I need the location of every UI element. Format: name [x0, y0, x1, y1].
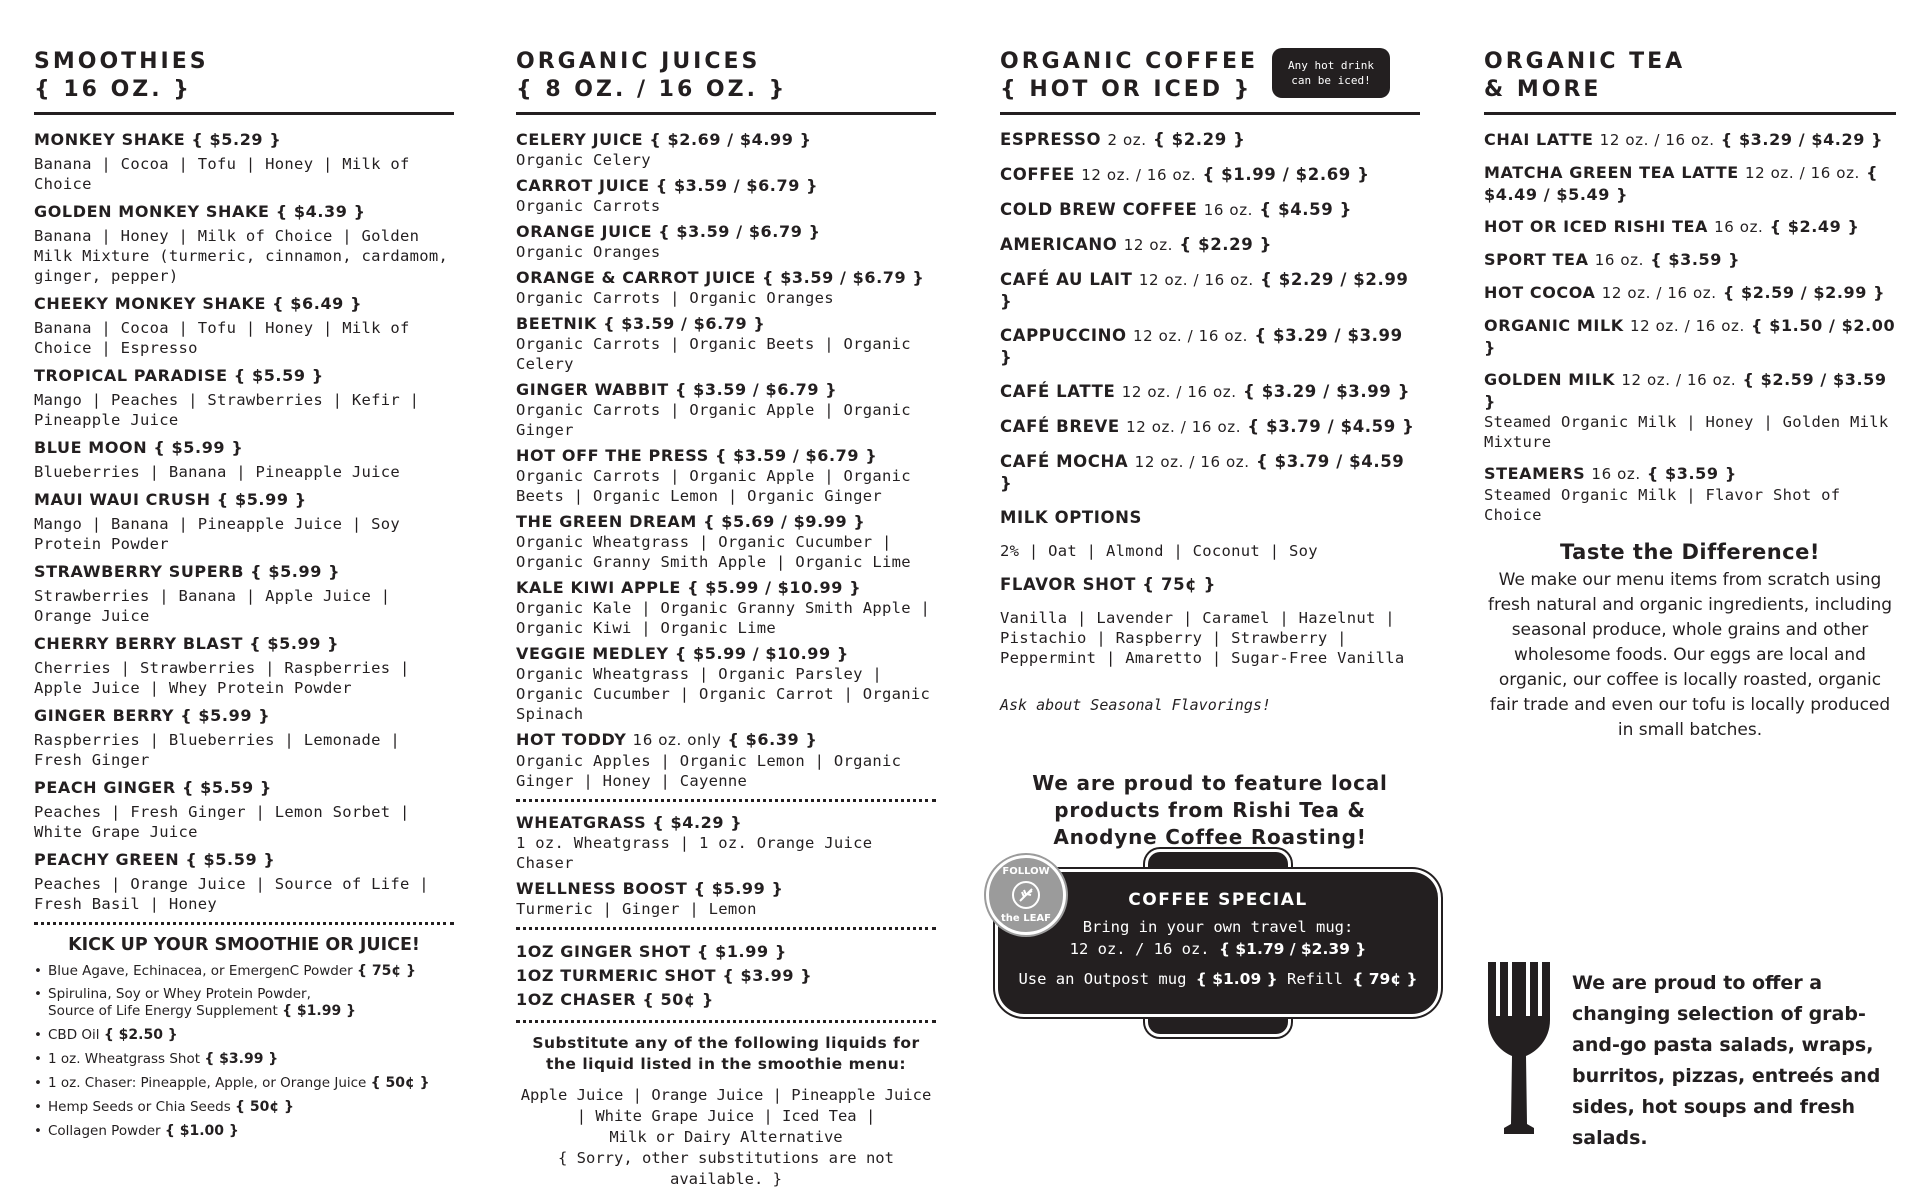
list-item	[516, 313, 936, 374]
smoothies-section	[34, 48, 454, 1143]
list-item: • Spirulina, Soy or Whey Protein Powder, Source of Life Energy Supplement { $1.99 }	[34, 983, 454, 1023]
list-item	[34, 365, 454, 430]
item-desc: Mango | Banana | Pineapple Juice | Soy Protein Powder	[34, 515, 401, 553]
list-item	[34, 293, 454, 358]
item-name: CAFÉ LATTE 12 oz. / 16 oz. { $3.29 / $3.99 }	[1000, 382, 1411, 401]
item-name: HOT OR ICED RISHI TEA 16 oz. { $2.49 }	[1484, 217, 1860, 236]
list-item	[516, 129, 936, 170]
list-item: • Collagen Powder { $1.00 }	[34, 1119, 454, 1143]
list-item	[516, 577, 936, 638]
list-item	[34, 777, 454, 842]
item-desc: Banana | Honey | Milk of Choice | Golden Milk Mixture (turmeric, cinnamon, cardamom, ginger, pepper)	[34, 227, 449, 285]
list-item	[516, 379, 936, 440]
item-desc: Blueberries | Banana | Pineapple Juice	[34, 463, 401, 481]
item-name: SPORT TEA 16 oz. { $3.59 }	[1484, 250, 1741, 269]
item-name: ESPRESSO 2 oz. { $2.29 }	[1000, 130, 1246, 149]
kick-up-title: KICK UP YOUR SMOOTHIE OR JUICE!	[68, 935, 420, 955]
taste-body: We make our menu items from scratch using fresh natural and organic ingredients, including seasonal produce, whole grains and other wholesome foods. Our eggs are local and organic, our coffee is locally roasted, organic fair trade and even our tofu is locally produced in small batches.	[1487, 570, 1893, 740]
item-name: TROPICAL PARADISE { $5.59 }	[34, 366, 324, 385]
item-desc: Organic Carrots | Organic Apple | Organic Ginger	[516, 401, 911, 439]
item-desc: Turmeric | Ginger | Lemon	[516, 900, 757, 918]
list-item: 1OZ CHASER { 50¢ }	[516, 990, 714, 1009]
list-item	[1484, 369, 1896, 452]
item-desc: Banana | Cocoa | Tofu | Honey | Milk of Choice	[34, 155, 410, 193]
coffee-subtitle: { HOT OR ICED }	[1000, 77, 1253, 102]
juices-section	[516, 48, 936, 1190]
dotted-divider	[516, 1020, 936, 1023]
coffee-special-title: COFFEE SPECIAL	[1128, 890, 1308, 910]
list-item	[34, 201, 454, 286]
list-item	[1000, 325, 1420, 368]
item-name: STEAMERS 16 oz. { $3.59 }	[1484, 464, 1737, 483]
flavor-shot-title: FLAVOR SHOT { 75¢ }	[1000, 575, 1216, 594]
item-name: GINGER WABBIT { $3.59 / $6.79 }	[516, 380, 838, 399]
item-name: VEGGIE MEDLEY { $5.99 / $10.99 }	[516, 644, 849, 663]
list-item	[1000, 269, 1420, 312]
item-name: CAFÉ MOCHA 12 oz. / 16 oz. { $3.79 / $4.59 }	[1000, 452, 1405, 493]
item-name: CAFÉ AU LAIT 12 oz. / 16 oz. { $2.29 / $2.99 }	[1000, 270, 1409, 311]
list-item	[516, 812, 936, 873]
item-name: COFFEE 12 oz. / 16 oz. { $1.99 / $2.69 }	[1000, 165, 1370, 184]
milk-options-title: MILK OPTIONS	[1000, 508, 1143, 527]
list-item: • Hemp Seeds or Chia Seeds { 50¢ }	[34, 1095, 454, 1119]
list-item	[516, 643, 936, 724]
list-item	[1484, 216, 1896, 238]
list-item	[1484, 249, 1896, 271]
list-item	[34, 705, 454, 770]
smoothies-size: { 16 OZ. }	[34, 77, 192, 102]
smoothies-header	[34, 48, 454, 115]
item-name: COLD BREW COFFEE 16 oz. { $4.59 }	[1000, 200, 1352, 219]
coffee-list	[1000, 129, 1420, 494]
item-desc: Organic Carrots | Organic Oranges	[516, 289, 834, 307]
juice-list	[516, 129, 936, 724]
list-item: • 1 oz. Chaser: Pineapple, Apple, or Orange Juice { 50¢ }	[34, 1071, 454, 1095]
smoothies-title: SMOOTHIES	[34, 49, 209, 74]
tea-list	[1484, 129, 1896, 525]
list-item: 1OZ GINGER SHOT { $1.99 }	[516, 942, 787, 961]
item-name: CAFÉ BREVE 12 oz. / 16 oz. { $3.79 / $4.59 }	[1000, 417, 1415, 436]
item-desc: Organic Oranges	[516, 243, 661, 261]
list-item	[1000, 381, 1420, 403]
list-item	[516, 878, 936, 919]
item-desc: Organic Apples | Organic Lemon | Organic Ginger | Honey | Cayenne	[516, 752, 902, 790]
tea-subtitle: & MORE	[1484, 77, 1602, 102]
item-desc: Strawberries | Banana | Apple Juice | Orange Juice	[34, 587, 391, 625]
list-item	[1000, 199, 1420, 221]
coffee-special: COFFEE SPECIAL Bring in your own travel mug: 12 oz. / 16 oz. { $1.79 / $2.39 } Use an Outpost mug { $1.09 } Refill { 79¢ }	[998, 852, 1438, 1034]
item-name: MONKEY SHAKE { $5.29 }	[34, 130, 282, 149]
item-name: CHAI LATTE 12 oz. / 16 oz. { $3.29 / $4.29 }	[1484, 130, 1884, 149]
item-name: HOT COCOA 12 oz. / 16 oz. { $2.59 / $2.99 }	[1484, 283, 1886, 302]
item-name: BEETNIK { $3.59 / $6.79 }	[516, 314, 766, 333]
flavor-shot-list: Vanilla | Lavender | Caramel | Hazelnut | Pistachio | Raspberry | Strawberry | Peppermint | Amaretto | Sugar-Free Vanilla	[1000, 609, 1405, 667]
item-name: CHERRY BERRY BLAST { $5.99 }	[34, 634, 340, 653]
item-desc: 1 oz. Wheatgrass | 1 oz. Orange Juice Chaser	[516, 834, 873, 872]
item-name: GINGER BERRY { $5.99 }	[34, 706, 271, 725]
item-desc: Organic Kale | Organic Granny Smith Apple | Organic Kiwi | Organic Lime	[516, 599, 931, 637]
item-desc: Banana | Cocoa | Tofu | Honey | Milk of Choice | Espresso	[34, 319, 410, 357]
list-item	[516, 221, 936, 262]
list-item	[34, 849, 454, 914]
item-name: CAPPUCCINO 12 oz. / 16 oz. { $3.29 / $3.99 }	[1000, 326, 1403, 367]
list-item	[1000, 451, 1420, 494]
item-name: HOT OFF THE PRESS { $3.59 / $6.79 }	[516, 446, 878, 465]
milk-options	[1000, 507, 1420, 528]
list-item: 1OZ TURMERIC SHOT { $3.99 }	[516, 966, 813, 985]
list-item	[516, 729, 936, 791]
list-item	[516, 445, 936, 506]
list-item	[1000, 416, 1420, 438]
taste-title: Taste the Difference!	[1560, 540, 1820, 564]
list-item	[516, 511, 936, 572]
list-item	[1000, 234, 1420, 256]
item-name: STRAWBERRY SUPERB { $5.99 }	[34, 562, 341, 581]
item-desc: Organic Carrots	[516, 197, 661, 215]
grab-and-go-note: We are proud to offer a changing selection of grab-and-go pasta salads, wraps, burritos, pizzas, entreés and sides, hot soups and fresh salads.	[1572, 972, 1881, 1149]
shot-list	[516, 940, 936, 1012]
juices-header	[516, 48, 936, 115]
item-desc: Organic Celery	[516, 151, 651, 169]
list-item	[1000, 164, 1420, 186]
dotted-divider	[516, 927, 936, 930]
smoothie-list	[34, 129, 454, 914]
juice-list-2	[516, 812, 936, 919]
taste-difference	[1484, 540, 1896, 743]
juices-title: ORGANIC JUICES	[516, 49, 761, 74]
item-name: CELERY JUICE { $2.69 / $4.99 }	[516, 130, 812, 149]
item-desc: Peaches | Fresh Ginger | Lemon Sorbet | White Grape Juice	[34, 803, 410, 841]
substitute-title: Substitute any of the following liquids for the liquid listed in the smoothie menu:	[532, 1034, 920, 1073]
tea-header	[1484, 48, 1896, 115]
list-item	[34, 129, 454, 194]
list-item	[1484, 463, 1896, 525]
list-item	[34, 633, 454, 698]
item-name: PEACH GINGER { $5.59 }	[34, 778, 272, 797]
item-desc: Mango | Peaches | Strawberries | Kefir | Pineapple Juice	[34, 391, 420, 429]
dotted-divider	[34, 922, 454, 925]
item-desc: Steamed Organic Milk | Flavor Shot of Choice	[1484, 486, 1841, 524]
item-desc: Organic Carrots | Organic Apple | Organic Beets | Organic Lemon | Organic Ginger	[516, 467, 911, 505]
list-item	[516, 175, 936, 216]
list-item	[1000, 129, 1420, 151]
kick-up-list	[34, 959, 454, 1143]
list-item: • Blue Agave, Echinacea, or EmergenC Powder { 75¢ }	[34, 959, 454, 983]
local-products-note: We are proud to feature local products from Rishi Tea & Anodyne Coffee Roasting!	[1032, 771, 1388, 849]
list-item: • 1 oz. Wheatgrass Shot { $3.99 }	[34, 1047, 454, 1071]
item-name: WHEATGRASS { $4.29 }	[516, 813, 743, 832]
item-name: BLUE MOON { $5.99 }	[34, 438, 244, 457]
item-name: KALE KIWI APPLE { $5.99 / $10.99 }	[516, 578, 862, 597]
item-desc: Raspberries | Blueberries | Lemonade | Fresh Ginger	[34, 731, 401, 769]
juices-size: { 8 OZ. / 16 OZ. }	[516, 77, 788, 102]
item-name: MAUI WAUI CRUSH { $5.99 }	[34, 490, 307, 509]
follow-the-leaf-badge: FOLLOW the LEAF	[986, 855, 1066, 935]
substitute-options: Apple Juice | Orange Juice | Pineapple Juice | White Grape Juice | Iced Tea | Milk or Dairy Alternative { Sorry, other substitutions are not available. }	[520, 1086, 932, 1188]
list-item	[34, 437, 454, 482]
list-item	[1484, 162, 1896, 205]
item-name: ORANGE & CARROT JUICE { $3.59 / $6.79 }	[516, 268, 925, 287]
tea-section	[1484, 48, 1896, 536]
list-item	[34, 489, 454, 554]
list-item	[1484, 129, 1896, 151]
list-item	[34, 561, 454, 626]
list-item	[516, 267, 936, 308]
item-desc: Steamed Organic Milk | Honey | Golden Milk Mixture	[1484, 413, 1889, 451]
item-name: GOLDEN MONKEY SHAKE { $4.39 }	[34, 202, 366, 221]
dotted-divider	[516, 799, 936, 802]
item-desc: Cherries | Strawberries | Raspberries | Apple Juice | Whey Protein Powder	[34, 659, 410, 697]
item-name: AMERICANO 12 oz. { $2.29 }	[1000, 235, 1272, 254]
coffee-section	[1000, 48, 1420, 851]
milk-options-list: 2% | Oat | Almond | Coconut | Soy	[1000, 542, 1318, 560]
item-name: THE GREEN DREAM { $5.69 / $9.99 }	[516, 512, 866, 531]
item-desc: Organic Wheatgrass | Organic Parsley | Organic Cucumber | Organic Carrot | Organic Spinach	[516, 665, 931, 723]
item-name: ORGANIC MILK 12 oz. / 16 oz. { $1.50 / $2.00 }	[1484, 316, 1896, 357]
fork-icon	[1482, 956, 1556, 1136]
item-desc: Organic Carrots | Organic Beets | Organic Celery	[516, 335, 911, 373]
item-name: HOT TODDY 16 oz. only { $6.39 }	[516, 730, 818, 749]
item-name: GOLDEN MILK 12 oz. / 16 oz. { $2.59 / $3.59 }	[1484, 370, 1887, 411]
item-name: ORANGE JUICE { $3.59 / $6.79 }	[516, 222, 821, 241]
item-desc: Peaches | Orange Juice | Source of Life | Fresh Basil | Honey	[34, 875, 429, 913]
coffee-header	[1000, 48, 1420, 115]
item-name: CHEEKY MONKEY SHAKE { $6.49 }	[34, 294, 363, 313]
leaf-icon	[1011, 880, 1041, 910]
list-item: • CBD Oil { $2.50 }	[34, 1023, 454, 1047]
list-item	[1484, 315, 1896, 358]
item-name: CARROT JUICE { $3.59 / $6.79 }	[516, 176, 819, 195]
item-desc: Organic Wheatgrass | Organic Cucumber | Organic Granny Smith Apple | Organic Lime	[516, 533, 911, 571]
list-item	[1484, 282, 1896, 304]
item-name: PEACHY GREEN { $5.59 }	[34, 850, 276, 869]
iced-badge: Any hot drink can be iced!	[1272, 48, 1390, 98]
coffee-title: ORGANIC COFFEE	[1000, 49, 1259, 74]
tea-title: ORGANIC TEA	[1484, 49, 1686, 74]
seasonal-note: Ask about Seasonal Flavorings!	[1000, 696, 1271, 714]
item-name: WELLNESS BOOST { $5.99 }	[516, 879, 784, 898]
item-name: MATCHA GREEN TEA LATTE 12 oz. / 16 oz. { $4.49 / $5.49 }	[1484, 163, 1879, 204]
